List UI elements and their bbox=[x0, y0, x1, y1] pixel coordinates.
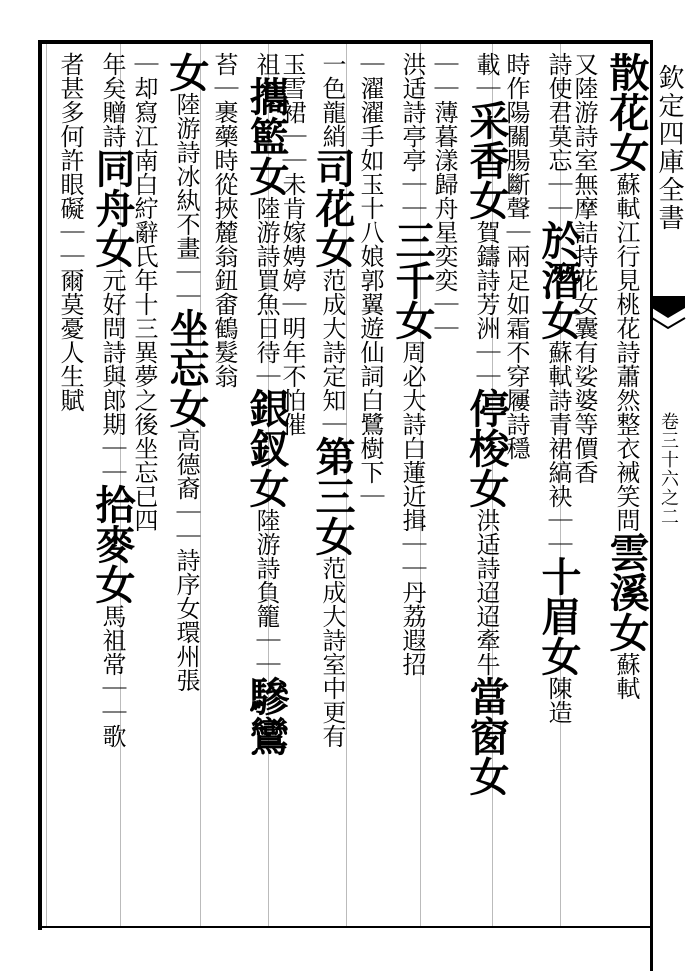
entry-text: 洪适詩迢迢牽牛 bbox=[472, 508, 500, 676]
entry-text: 范成大詩室中更有 bbox=[318, 556, 346, 748]
entry-heading: 驂鸞 bbox=[243, 676, 290, 756]
entry-text: 何許眼礙｜｜ bbox=[56, 124, 84, 268]
entry-heading: 散花女 bbox=[603, 52, 650, 172]
text-column bbox=[532, 52, 584, 922]
entry-text: 祖 bbox=[252, 52, 280, 76]
text-column bbox=[600, 52, 652, 922]
entry-text: 詩使君莫忘｜｜ bbox=[544, 52, 572, 220]
entry-text: 陸游詩冰紈不畫｜｜ bbox=[172, 92, 200, 308]
entry-text: 元好問詩與郎期｜｜ bbox=[98, 268, 126, 484]
entry-text: 鈕畬鶴髮翁 bbox=[210, 268, 238, 388]
entry-text: 一色龍綃 bbox=[318, 52, 346, 148]
entry-text: ｜｜薄暮漾歸舟 bbox=[430, 52, 458, 220]
entry-text: 明年不怕催 bbox=[278, 316, 306, 436]
column-rule bbox=[46, 44, 47, 926]
entry-text: 洪适詩亭亭｜｜ bbox=[398, 52, 426, 220]
entry-text: 時作陽關腸斷聲 bbox=[502, 52, 530, 220]
text-column bbox=[52, 52, 88, 922]
margin-book-title: 欽定四庫全書 bbox=[654, 64, 684, 232]
text-column bbox=[240, 52, 292, 922]
entry-text: 氏年十三異夢之後坐忘已四 bbox=[130, 244, 158, 532]
entry-heading: 三千女 bbox=[389, 220, 436, 340]
entry-text: 者甚多 bbox=[56, 52, 84, 124]
entry-text: 星奕奕｜｜ bbox=[430, 220, 458, 340]
entry-text: ｜濯濯手如玉 bbox=[356, 52, 384, 196]
entry-text: 載｜ bbox=[472, 52, 500, 100]
entry-text: 范成大詩定知｜ bbox=[318, 268, 346, 436]
entry-text: ｜兩足如霜不穿屨 bbox=[502, 220, 530, 412]
entry-heading: 同舟女 bbox=[89, 148, 136, 268]
fish-tail-mark-icon bbox=[650, 292, 687, 332]
entry-text: 周必大詩白蓮近揖｜｜丹荔遐招 bbox=[398, 340, 426, 676]
entry-text: ｜｜未肯嫁娉婷｜ bbox=[278, 124, 306, 316]
entry-text: 年矣贈詩 bbox=[98, 52, 126, 148]
text-column bbox=[306, 52, 358, 922]
entry-heading: 坐忘女 bbox=[163, 308, 210, 428]
entry-text: ｜却寫江南白紵辭 bbox=[130, 52, 158, 244]
entry-text: 高德裔｜｜詩序女環州張 bbox=[172, 428, 200, 692]
margin-volume-label: 卷三十六之二 bbox=[658, 412, 679, 526]
entry-heading: 司花女 bbox=[309, 148, 356, 268]
text-column bbox=[460, 52, 512, 922]
entry-text: 苔 bbox=[210, 52, 238, 76]
entry-heading: 女 bbox=[163, 52, 210, 92]
text-column bbox=[386, 52, 438, 922]
text-column bbox=[86, 52, 138, 922]
entry-text: ｜裹藥時從挾麓翁 bbox=[210, 76, 238, 268]
entry-text: 蘇軾 bbox=[612, 652, 640, 700]
frame-bottom-border bbox=[38, 926, 650, 928]
entry-text: 詩穩 bbox=[502, 412, 530, 460]
entry-text: 又陸游詩室無摩詰持花女囊有娑婆等價香 bbox=[570, 52, 598, 484]
entry-text: 蘇軾詩青裙縞袂｜｜ bbox=[544, 340, 572, 556]
entry-heading: 雲溪女 bbox=[603, 532, 650, 652]
entry-text: 蘇軾江行見桃花詩蕭然整衣裓笑問 bbox=[612, 172, 640, 532]
entry-heading: 第三女 bbox=[309, 436, 356, 556]
frame-top-border bbox=[38, 40, 650, 44]
entry-heading: 當窗女 bbox=[463, 676, 510, 796]
entry-text: 爾莫憂人生賦 bbox=[56, 268, 84, 412]
entry-text: 陳造 bbox=[544, 676, 572, 724]
entry-heading: 攜籃女 bbox=[243, 76, 290, 196]
entry-text: 玉雪裙 bbox=[278, 52, 306, 124]
entry-heading: 十眉女 bbox=[535, 556, 582, 676]
entry-heading: 拾麥女 bbox=[89, 484, 136, 604]
frame-left-border bbox=[38, 40, 42, 930]
entry-text: 賀鑄詩芳洲｜｜ bbox=[472, 220, 500, 388]
entry-heading: 采香女 bbox=[463, 100, 510, 220]
entry-text: 十八娘郭翼遊仙詞白鷺樹下｜ bbox=[356, 196, 384, 508]
entry-heading: 銀釵女 bbox=[243, 388, 290, 508]
entry-text: 馬祖常｜｜歌 bbox=[98, 604, 126, 748]
text-column bbox=[160, 52, 212, 922]
entry-heading: 停梭女 bbox=[463, 388, 510, 508]
entry-text: 陸游詩買魚日待｜ bbox=[252, 196, 280, 388]
entry-text: 陸游詩負籠｜｜ bbox=[252, 508, 280, 676]
entry-heading: 於潛女 bbox=[535, 220, 582, 340]
